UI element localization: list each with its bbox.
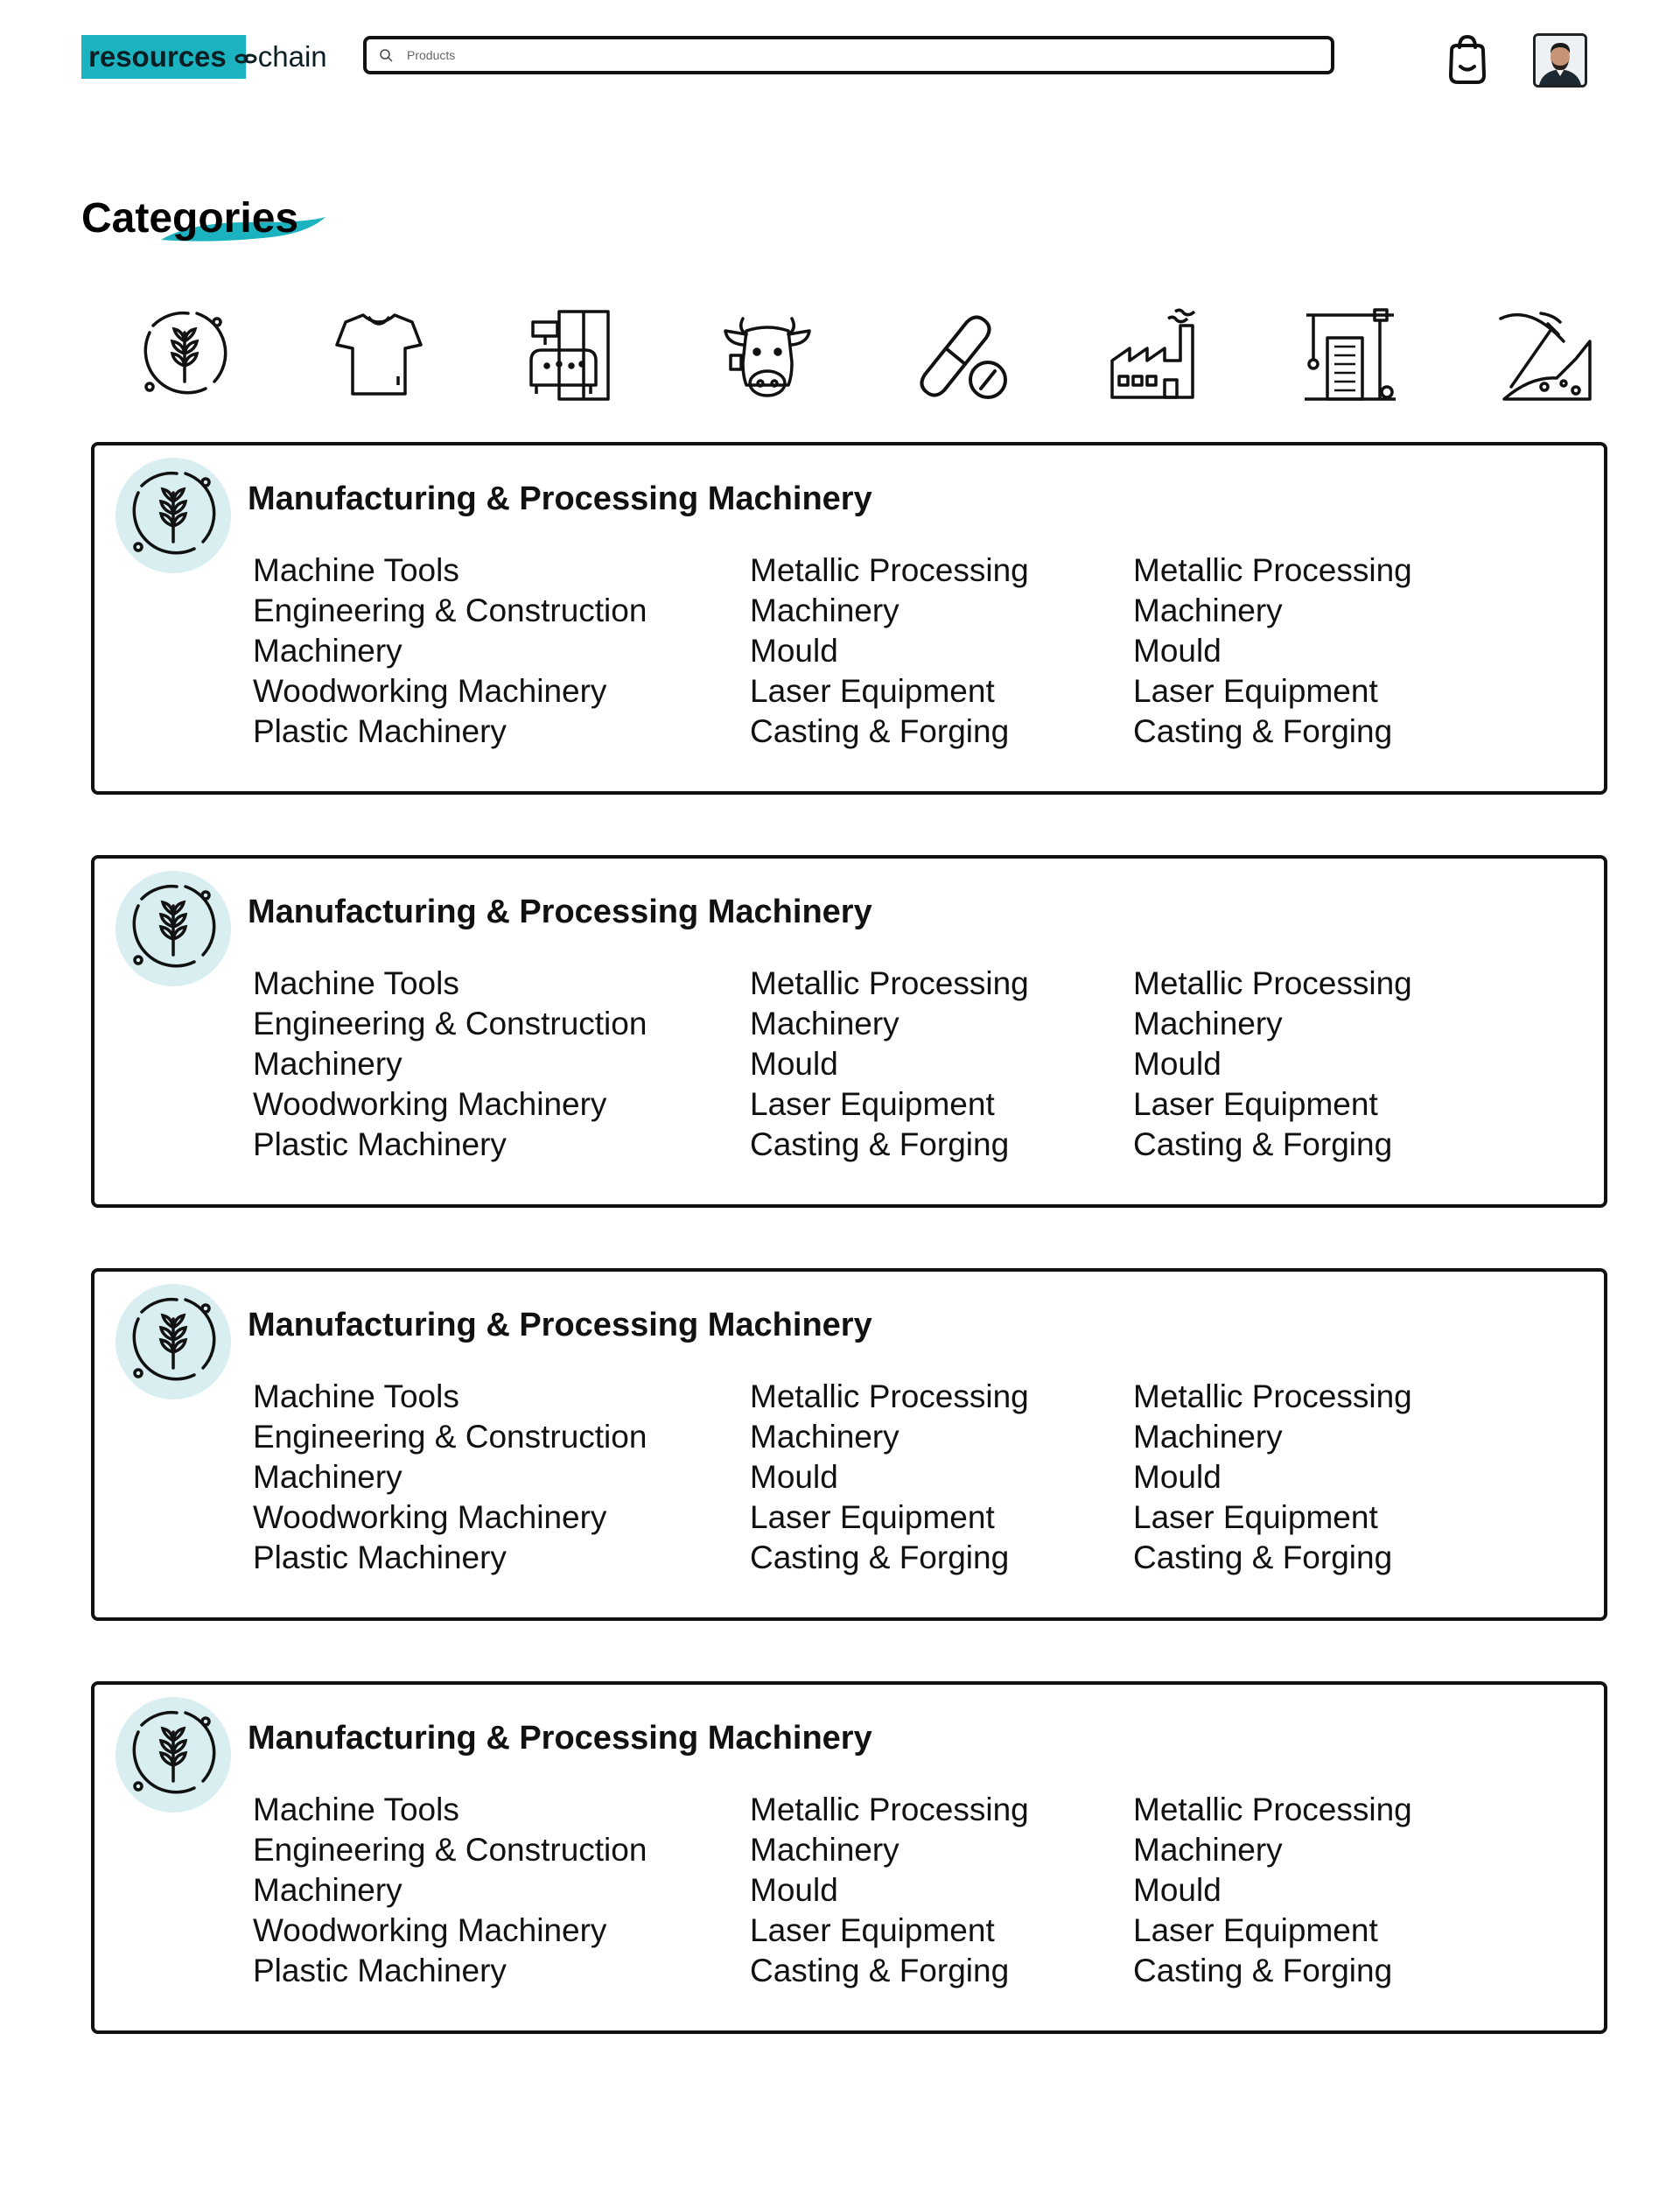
subcategory-link[interactable]: Mould (750, 1872, 838, 1908)
subcategory-link[interactable]: Machinery (750, 593, 900, 628)
subcategory-column-2 (750, 551, 1029, 752)
logo-text-primary: resources (81, 35, 234, 79)
subcategory-column-2 (750, 1377, 1029, 1578)
subcategory-link[interactable]: Machine Tools (253, 1378, 459, 1414)
card-title[interactable]: Manufacturing & Processing Machinery (248, 894, 872, 930)
subcategory-column-1 (253, 1377, 647, 1578)
subcategory-link[interactable]: Machinery (253, 1046, 402, 1082)
subcategory-link[interactable]: Laser Equipment (1133, 1086, 1378, 1122)
subcategory-link[interactable]: Mould (1133, 633, 1222, 669)
subcategory-link[interactable]: Metallic Processing (1133, 1792, 1412, 1827)
subcategory-link[interactable]: Metallic Processing (1133, 1378, 1412, 1414)
subcategory-link[interactable]: Machine Tools (253, 965, 459, 1001)
category-icon-row (136, 306, 1606, 411)
categories-heading: Categories (81, 195, 299, 242)
subcategory-link[interactable]: Laser Equipment (750, 1499, 995, 1535)
user-avatar[interactable] (1533, 33, 1587, 88)
logo-text-secondary: chain (257, 40, 327, 73)
search-icon (379, 48, 393, 62)
agriculture-wheat-icon (124, 466, 222, 565)
subcategory-link[interactable]: Engineering & Construction (253, 1419, 648, 1455)
agriculture-wheat-icon[interactable] (136, 306, 234, 404)
subcategory-link[interactable]: Casting & Forging (750, 1126, 1010, 1162)
subcategory-column-3 (1133, 1377, 1412, 1578)
subcategory-link[interactable]: Laser Equipment (750, 1912, 995, 1948)
subcategory-link[interactable]: Woodworking Machinery (253, 673, 607, 709)
search-bar[interactable] (363, 36, 1334, 74)
subcategory-link[interactable]: Plastic Machinery (253, 1953, 507, 1988)
subcategory-link[interactable]: Metallic Processing (1133, 552, 1412, 588)
subcategory-link[interactable]: Casting & Forging (750, 713, 1010, 749)
subcategory-link[interactable]: Laser Equipment (750, 1086, 995, 1122)
subcategory-link[interactable]: Engineering & Construction (253, 593, 648, 628)
construction-building-icon[interactable] (1301, 306, 1399, 404)
subcategory-link[interactable]: Metallic Processing (750, 552, 1029, 588)
subcategory-link[interactable]: Woodworking Machinery (253, 1086, 607, 1122)
card-badge (116, 871, 231, 986)
category-card[interactable] (91, 855, 1607, 1208)
chain-link-icon (234, 35, 258, 79)
subcategory-column-1 (253, 551, 647, 752)
subcategory-link[interactable]: Mould (750, 1459, 838, 1495)
subcategory-link[interactable]: Casting & Forging (1133, 1539, 1393, 1575)
subcategory-link[interactable]: Machinery (1133, 1006, 1283, 1041)
shopping-bag-icon[interactable] (1446, 33, 1489, 86)
subcategory-link[interactable]: Casting & Forging (1133, 1953, 1393, 1988)
subcategory-link[interactable]: Metallic Processing (750, 965, 1029, 1001)
card-title[interactable]: Manufacturing & Processing Machinery (248, 480, 872, 517)
subcategory-link[interactable]: Machine Tools (253, 552, 459, 588)
subcategory-link[interactable]: Machinery (1133, 593, 1283, 628)
subcategory-column-2 (750, 964, 1029, 1165)
subcategory-column-3 (1133, 964, 1412, 1165)
subcategory-link[interactable]: Casting & Forging (1133, 1126, 1393, 1162)
subcategory-link[interactable]: Mould (1133, 1872, 1222, 1908)
subcategory-link[interactable]: Engineering & Construction (253, 1006, 648, 1041)
card-badge (116, 1284, 231, 1399)
subcategory-link[interactable]: Machinery (750, 1832, 900, 1868)
subcategory-link[interactable]: Plastic Machinery (253, 1126, 507, 1162)
subcategory-column-3 (1133, 1790, 1412, 1991)
subcategory-link[interactable]: Plastic Machinery (253, 1539, 507, 1575)
subcategory-link[interactable]: Machinery (253, 1459, 402, 1495)
subcategory-link[interactable]: Laser Equipment (1133, 1912, 1378, 1948)
subcategory-link[interactable]: Laser Equipment (750, 673, 995, 709)
subcategory-link[interactable]: Casting & Forging (1133, 713, 1393, 749)
search-input[interactable] (405, 47, 1196, 63)
subcategory-link[interactable]: Engineering & Construction (253, 1832, 648, 1868)
subcategory-link[interactable]: Plastic Machinery (253, 713, 507, 749)
subcategory-link[interactable]: Mould (1133, 1046, 1222, 1082)
subcategory-link[interactable]: Metallic Processing (750, 1378, 1029, 1414)
subcategory-column-1 (253, 1790, 647, 1991)
subcategory-link[interactable]: Machine Tools (253, 1792, 459, 1827)
industry-factory-icon[interactable] (1107, 306, 1205, 404)
subcategory-link[interactable]: Metallic Processing (1133, 965, 1412, 1001)
card-badge (116, 1697, 231, 1813)
user-photo (1536, 36, 1585, 85)
subcategory-link[interactable]: Mould (1133, 1459, 1222, 1495)
logo[interactable] (81, 35, 327, 79)
subcategory-link[interactable]: Woodworking Machinery (253, 1912, 607, 1948)
subcategory-link[interactable]: Machinery (750, 1006, 900, 1041)
subcategory-column-3 (1133, 551, 1412, 752)
subcategory-link[interactable]: Machinery (253, 1872, 402, 1908)
subcategory-link[interactable]: Laser Equipment (1133, 1499, 1378, 1535)
agriculture-wheat-icon (124, 1706, 222, 1804)
subcategory-link[interactable]: Woodworking Machinery (253, 1499, 607, 1535)
mining-pickaxe-icon[interactable] (1495, 306, 1593, 404)
subcategory-link[interactable]: Machinery (750, 1419, 900, 1455)
subcategory-column-2 (750, 1790, 1029, 1991)
subcategory-link[interactable]: Laser Equipment (1133, 673, 1378, 709)
card-title[interactable]: Manufacturing & Processing Machinery (248, 1720, 872, 1757)
subcategory-column-1 (253, 964, 647, 1165)
subcategory-link[interactable]: Casting & Forging (750, 1953, 1010, 1988)
category-card[interactable] (91, 1268, 1607, 1621)
category-card[interactable] (91, 1681, 1607, 2034)
subcategory-link[interactable]: Mould (750, 633, 838, 669)
card-badge (116, 458, 231, 573)
category-card[interactable] (91, 442, 1607, 795)
agriculture-wheat-icon (124, 880, 222, 978)
livestock-cow-icon[interactable] (718, 306, 816, 404)
agriculture-wheat-icon (124, 1293, 222, 1391)
subcategory-link[interactable]: Machinery (1133, 1419, 1283, 1455)
apparel-tshirt-icon[interactable] (330, 306, 428, 404)
furniture-icon[interactable] (524, 306, 622, 404)
subcategory-link[interactable]: Mould (750, 1046, 838, 1082)
subcategory-link[interactable]: Machinery (253, 633, 402, 669)
pharma-pill-icon[interactable] (913, 306, 1011, 404)
subcategory-link[interactable]: Metallic Processing (750, 1792, 1029, 1827)
subcategory-link[interactable]: Casting & Forging (750, 1539, 1010, 1575)
card-title[interactable]: Manufacturing & Processing Machinery (248, 1307, 872, 1343)
subcategory-link[interactable]: Machinery (1133, 1832, 1283, 1868)
